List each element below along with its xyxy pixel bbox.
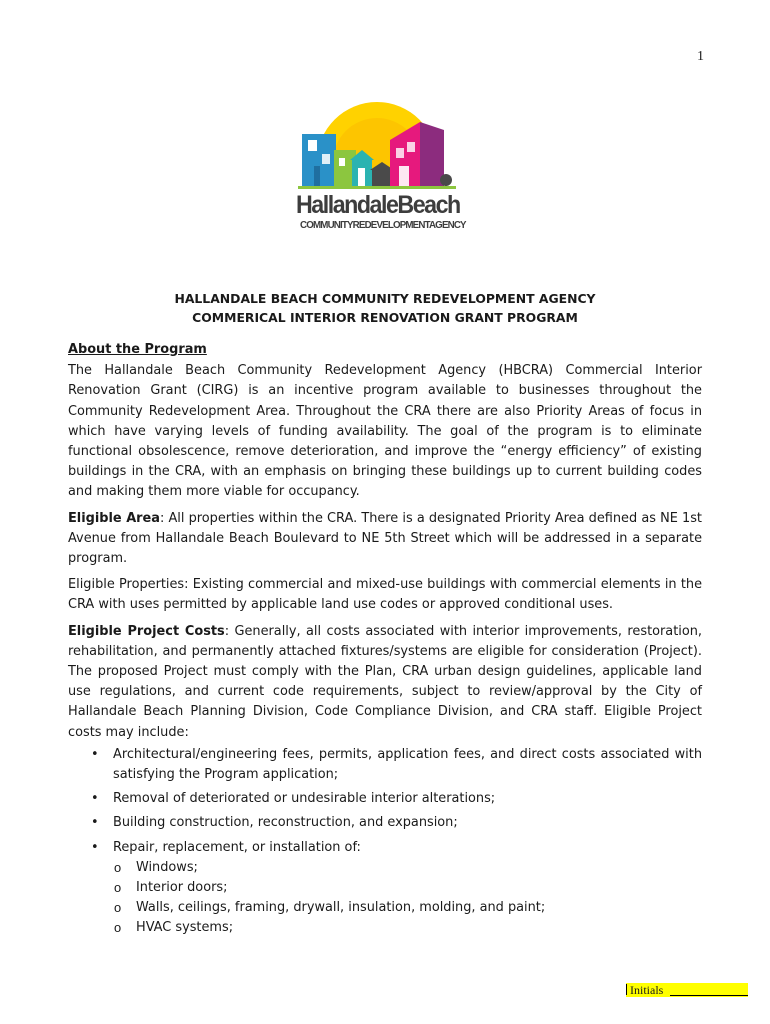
sub-list-item: o Walls, ceilings, framing, drywall, insulation, molding, and paint;: [136, 898, 702, 918]
eligible-costs-list: [68, 745, 702, 939]
list-item: • Building construction, reconstruction, and expansion;: [113, 813, 702, 833]
eligible-costs-text: : Generally, all costs associated with interior improvements, restoration, rehabilitation, and permanently attached fixtures/systems are eligible for consideration (Project). The proposed Project must comply with the Plan, CRA urban design guidelines, applicable land use regulations, and current code requirements, subject to review/approval by the City of Hallandale Beach Planning Division, Code Compliance Division, and CRA staff. Eligible Project costs may include:: [68, 623, 702, 740]
initials-separator: [626, 984, 627, 995]
eligible-properties-paragraph: Eligible Properties: Existing commercial and mixed-use buildings with commercial elements in the CRA with uses permitted by applicable land use codes or approved conditional uses.: [68, 577, 702, 613]
page-number: 1: [697, 49, 704, 64]
list-item: • Removal of deteriorated or undesirable interior alterations;: [113, 789, 702, 809]
eligible-area-paragraph: [68, 509, 702, 570]
initials-field[interactable]: [626, 983, 748, 997]
eligible-costs-paragraph: [68, 622, 702, 743]
eligible-area-label: Eligible Area: [68, 510, 160, 526]
document-body: [68, 340, 702, 939]
purple-building-shape: [420, 122, 444, 186]
about-paragraph: The Hallandale Beach Community Redevelopment Agency (HBCRA) Commercial Interior Renovation Grant (CIRG) is an incentive program available to businesses throughout the Community Redevelopment Area. Throughout the CRA there are also Priority Areas of focus in which have varying levels of funding availability. The goal of the program is to eliminate functional obsolescence, remove deterioration, and improve the “energy efficiency” of existing buildings in the CRA, with an emphasis on bringing these buildings up to current building codes and making them more viable for occupancy.: [68, 363, 702, 500]
list-item-text: Repair, replacement, or installation of:: [113, 839, 361, 855]
initials-signature-line[interactable]: [670, 995, 748, 996]
list-item: • Architectural/engineering fees, permits, application fees, and direct costs associated with satisfying the Program application;: [113, 745, 702, 785]
logo-subtitle: COMMUNITYREDEVELOPMENTAGENCY: [300, 219, 466, 231]
repair-sub-list: [113, 858, 702, 939]
heading-line-2: COMMERICAL INTERIOR RENOVATION GRANT PROGRAM: [192, 310, 578, 325]
sub-list-item: o HVAC systems;: [136, 918, 702, 938]
eligible-costs-label: Eligible Project Costs: [68, 623, 225, 639]
sub-list-item: o Windows;: [136, 858, 702, 878]
list-item: [113, 838, 702, 939]
logo-title: HallandaleBeach: [296, 191, 460, 219]
heading-line-1: HALLANDALE BEACH COMMUNITY REDEVELOPMENT AGENCY: [174, 291, 596, 306]
about-section-title: About the Program: [68, 342, 207, 357]
document-heading: [68, 289, 702, 327]
initials-label: Initials: [630, 983, 664, 997]
sub-list-item: o Interior doors;: [136, 878, 702, 898]
eligible-area-text: : All properties within the CRA. There is a designated Priority Area defined as NE 1st Avenue from Hallandale Beach Boulevard to NE 5th Street which will be addressed in a separate program.: [68, 510, 702, 567]
